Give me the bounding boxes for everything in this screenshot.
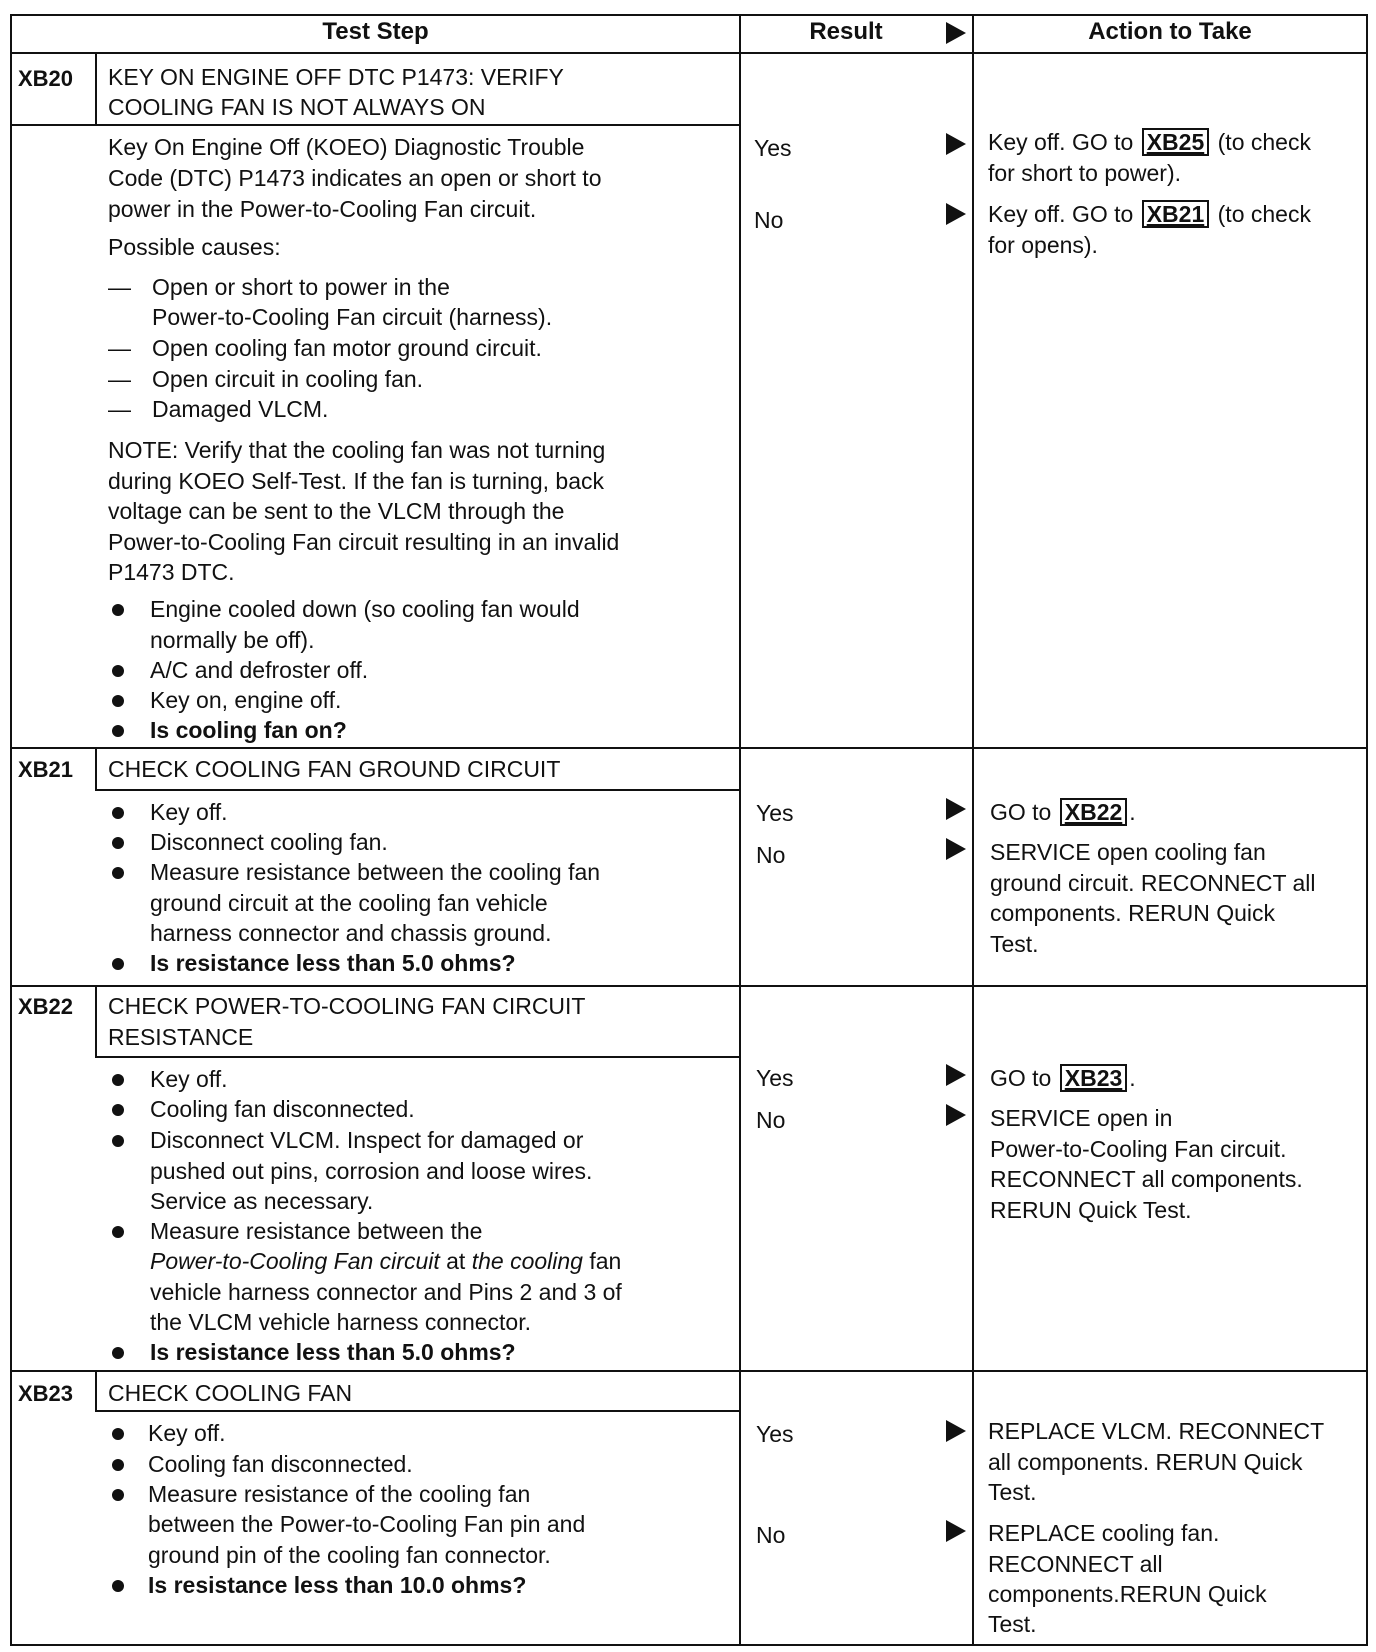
cause-item: Open circuit in cooling fan. — [152, 366, 424, 392]
arrow-icon — [946, 203, 966, 225]
step-code: XB20 — [18, 66, 74, 91]
result-no: No — [756, 1107, 786, 1133]
bullet-text: between the Power-to-Cooling Fan pin and — [148, 1511, 586, 1537]
result-no: No — [756, 1522, 786, 1548]
cause-item: Power-to-Cooling Fan circuit (harness). — [152, 304, 553, 330]
xb22-title-rule — [95, 1056, 740, 1058]
step-text: power in the Power-to-Cooling Fan circuit. — [108, 196, 537, 222]
row-divider-xb22 — [10, 985, 1368, 987]
bullet-text: Service as necessary. — [150, 1188, 374, 1214]
bullet-icon — [112, 1489, 124, 1501]
bullet-text: the VLCM vehicle harness connector. — [150, 1309, 531, 1335]
step-title: CHECK COOLING FAN GROUND CIRCUIT — [108, 756, 561, 782]
xb22-code-rule — [95, 987, 97, 1056]
step-text: Possible causes: — [108, 234, 281, 260]
bullet-icon — [112, 1074, 124, 1086]
header-result: Result — [809, 18, 883, 45]
bullet-question: Is resistance less than 5.0 ohms? — [150, 1339, 516, 1365]
bullet-text: Disconnect VLCM. Inspect for damaged or — [150, 1127, 584, 1153]
bullet-icon — [112, 1580, 124, 1592]
header-action: Action to Take — [1088, 18, 1252, 45]
bullet-icon — [112, 604, 124, 616]
bullet-text: Measure resistance of the cooling fan — [148, 1481, 531, 1507]
note-text: during KOEO Self-Test. If the fan is turning, back — [108, 468, 605, 494]
arrow-icon — [946, 1420, 966, 1442]
arrow-icon — [946, 798, 966, 820]
dash-icon: — — [108, 274, 131, 300]
step-title: KEY ON ENGINE OFF DTC P1473: VERIFY — [108, 64, 564, 90]
bullet-icon — [112, 695, 124, 707]
bullet-icon — [112, 1347, 124, 1359]
step-title: RESISTANCE — [108, 1024, 254, 1050]
bullet-icon — [112, 1135, 124, 1147]
action-text: Key off. GO to XB25 (to check — [988, 129, 1311, 155]
action-text: Power-to-Cooling Fan circuit. — [990, 1136, 1287, 1162]
dash-icon: — — [108, 396, 131, 422]
action-text: Test. — [990, 931, 1039, 957]
step-code: XB21 — [18, 757, 74, 782]
bullet-text: Key off. — [150, 799, 228, 825]
xb23-title-rule — [95, 1410, 740, 1412]
bullet-text: Key off. — [150, 1066, 228, 1092]
bullet-icon — [112, 1459, 124, 1471]
bullet-icon — [112, 725, 124, 737]
action-text: for short to power). — [988, 160, 1182, 186]
bullet-text: Disconnect cooling fan. — [150, 829, 388, 855]
result-yes: Yes — [756, 800, 794, 826]
arrow-icon — [946, 1064, 966, 1086]
step-ref-link[interactable]: XB21 — [1142, 200, 1210, 228]
action-text: SERVICE open in — [990, 1105, 1173, 1131]
action-text: RERUN Quick Test. — [990, 1197, 1192, 1223]
action-text: RECONNECT all components. — [990, 1166, 1303, 1192]
note-text: Power-to-Cooling Fan circuit resulting in an invalid — [108, 529, 620, 555]
action-text: Test. — [988, 1611, 1037, 1637]
action-text: for opens). — [988, 232, 1098, 258]
note-text: NOTE: Verify that the cooling fan was not turning — [108, 437, 606, 463]
bullet-text: Engine cooled down (so cooling fan would — [150, 596, 580, 622]
bullet-icon — [112, 837, 124, 849]
step-title: COOLING FAN IS NOT ALWAYS ON — [108, 94, 486, 120]
action-text: SERVICE open cooling fan — [990, 839, 1266, 865]
action-text: GO to XB22 . — [990, 799, 1136, 825]
bullet-text: A/C and defroster off. — [150, 657, 369, 683]
bullet-text: Key off. — [148, 1420, 226, 1446]
step-ref-link[interactable]: XB25 — [1142, 128, 1210, 156]
bullet-icon — [112, 958, 124, 970]
bullet-icon — [112, 1104, 124, 1116]
arrow-icon — [946, 838, 966, 860]
bullet-icon — [112, 807, 124, 819]
arrow-icon — [946, 133, 966, 155]
dash-icon: — — [108, 335, 131, 361]
action-text: components. RERUN Quick — [990, 900, 1276, 926]
bullet-text: Cooling fan disconnected. — [150, 1096, 415, 1122]
step-text: Code (DTC) P1473 indicates an open or short to — [108, 165, 602, 191]
row-divider-xb23 — [10, 1370, 1368, 1372]
action-text: Test. — [988, 1479, 1037, 1505]
action-text: ground circuit. RECONNECT all — [990, 870, 1316, 896]
header-divider — [10, 52, 1368, 54]
step-text: Key On Engine Off (KOEO) Diagnostic Trouble — [108, 134, 585, 160]
bullet-text: Measure resistance between the cooling fan — [150, 859, 601, 885]
action-text: REPLACE cooling fan. — [988, 1520, 1220, 1546]
result-yes: Yes — [756, 1421, 794, 1447]
bullet-icon — [112, 867, 124, 879]
header-test-step: Test Step — [322, 18, 429, 45]
result-no: No — [754, 207, 784, 233]
xb23-code-rule — [95, 1372, 97, 1410]
step-ref-link[interactable]: XB23 — [1060, 1064, 1128, 1092]
step-ref-link[interactable]: XB22 — [1060, 798, 1128, 826]
result-yes: Yes — [754, 135, 792, 161]
action-text: components.RERUN Quick — [988, 1581, 1267, 1607]
note-text: P1473 DTC. — [108, 559, 235, 585]
row-divider-xb21 — [10, 747, 1368, 749]
action-column-divider — [972, 14, 974, 1646]
action-text: GO to XB23 . — [990, 1065, 1136, 1091]
bullet-text: harness connector and chassis ground. — [150, 920, 552, 946]
bullet-text: Measure resistance between the — [150, 1218, 483, 1244]
bullet-text: normally be off). — [150, 627, 315, 653]
bullet-text: Cooling fan disconnected. — [148, 1451, 413, 1477]
step-title: CHECK COOLING FAN — [108, 1380, 353, 1406]
xb20-title-rule — [10, 124, 740, 126]
action-text: RECONNECT all — [988, 1551, 1163, 1577]
bullet-question: Is cooling fan on? — [150, 717, 347, 743]
result-column-divider — [739, 14, 741, 1646]
arrow-icon — [946, 1104, 966, 1126]
xb21-code-rule — [95, 749, 97, 789]
bullet-question: Is resistance less than 10.0 ohms? — [148, 1572, 527, 1598]
bullet-text: Key on, engine off. — [150, 687, 342, 713]
bullet-icon — [112, 1428, 124, 1440]
action-text: all components. RERUN Quick — [988, 1449, 1303, 1475]
bullet-text: vehicle harness connector and Pins 2 and 3 of — [150, 1279, 622, 1305]
action-text: Key off. GO to XB21 (to check — [988, 201, 1311, 227]
header-arrow-icon — [946, 22, 966, 44]
xb21-title-rule — [95, 789, 740, 791]
dash-icon: — — [108, 366, 131, 392]
step-code: XB23 — [18, 1381, 74, 1406]
bullet-icon — [112, 1226, 124, 1238]
bullet-text: Power-to-Cooling Fan circuit at the cooling fan — [150, 1248, 622, 1274]
cause-item: Open cooling fan motor ground circuit. — [152, 335, 542, 361]
cause-item: Open or short to power in the — [152, 274, 450, 300]
step-title: CHECK POWER-TO-COOLING FAN CIRCUIT — [108, 993, 586, 1019]
arrow-icon — [946, 1520, 966, 1542]
result-no: No — [756, 842, 786, 868]
note-text: voltage can be sent to the VLCM through the — [108, 498, 565, 524]
bullet-text: pushed out pins, corrosion and loose wires. — [150, 1158, 593, 1184]
bullet-icon — [112, 665, 124, 677]
cause-item: Damaged VLCM. — [152, 396, 329, 422]
bullet-question: Is resistance less than 5.0 ohms? — [150, 950, 516, 976]
bullet-text: ground pin of the cooling fan connector. — [148, 1542, 551, 1568]
xb20-code-rule — [95, 54, 97, 124]
action-text: REPLACE VLCM. RECONNECT — [988, 1418, 1325, 1444]
result-yes: Yes — [756, 1065, 794, 1091]
bullet-text: ground circuit at the cooling fan vehicle — [150, 890, 548, 916]
step-code: XB22 — [18, 994, 74, 1019]
